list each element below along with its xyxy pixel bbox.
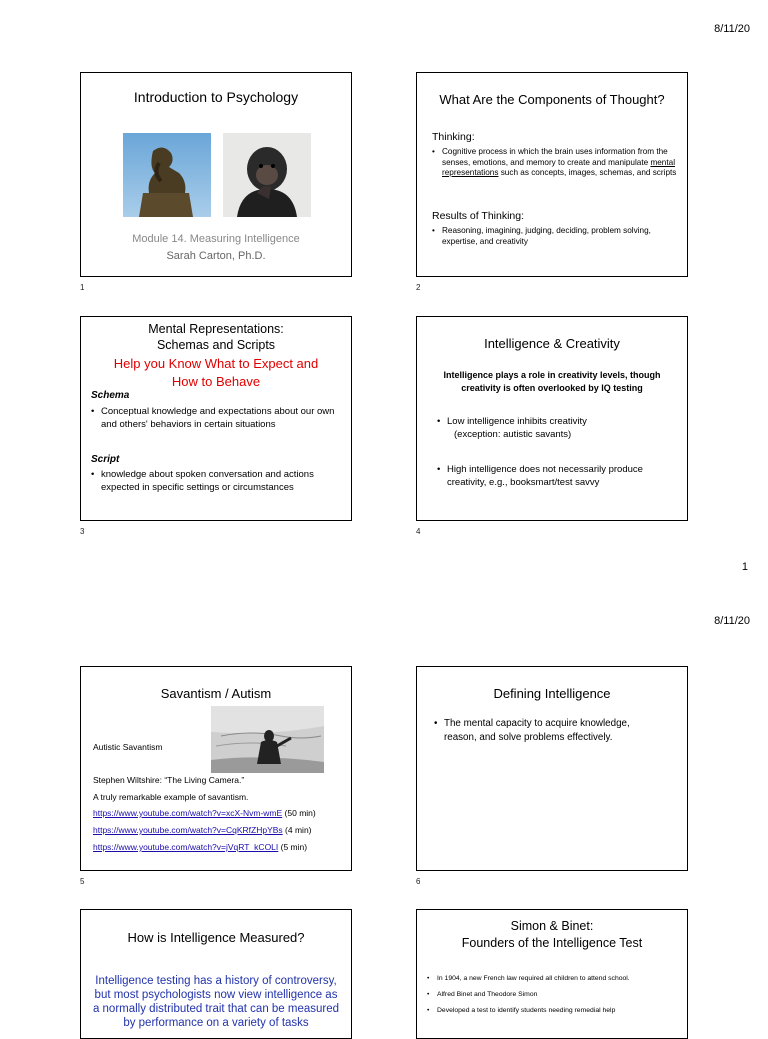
video-link-row: https://www.youtube.com/watch?v=xcX-Nvm-wmE (50 min) <box>93 808 316 818</box>
slide-title: How is Intelligence Measured? <box>127 930 305 945</box>
slide-4 <box>416 316 688 521</box>
bullet-list <box>434 717 677 744</box>
thinker-statue-photo <box>123 133 211 217</box>
slide-title: Introduction to Psychology <box>133 89 299 105</box>
slide-6 <box>416 666 688 871</box>
slide-title: What Are the Components of Thought? <box>439 92 665 107</box>
list-item: • Developed a test to identify students needing remedial help <box>427 1007 681 1015</box>
video-link-3[interactable]: https://www.youtube.com/watch?v=jVqRT_kCOLI <box>93 842 279 852</box>
slide-body-text: Intelligence testing has a history of controversy, but most psychologists now view intelligence as a normally distributed trait that can be measured by performance on a variety of tasks <box>92 975 340 1029</box>
slide-2 <box>416 72 688 277</box>
list-item: • High intelligence does not necessarily produce creativity, e.g., booksmart/test savvy <box>437 463 677 489</box>
list-item: • knowledge about spoken conversation and actions expected in specific settings or circumstances <box>91 469 339 494</box>
slide-3 <box>80 316 352 521</box>
artist-drawing-photo <box>211 706 324 773</box>
slide-number: 1 <box>80 283 85 292</box>
bullet-list <box>437 415 677 441</box>
list-item: • Reasoning, imagining, judging, deciding, problem solving, expertise, and creativity <box>432 226 677 247</box>
list-item: • Cognitive process in which the brain uses information from the senses, emotions, and memory to create and manipulate mental representations such as concepts, images, schemas, and scripts <box>432 147 677 179</box>
slide-5 <box>80 666 352 871</box>
bullet-list <box>432 147 677 179</box>
label-autistic-savantism: Autistic Savantism <box>93 742 163 752</box>
list-item: • The mental capacity to acquire knowledge, reason, and solve problems effectively. <box>434 717 677 744</box>
chimpanzee-photo <box>223 133 311 217</box>
bullet-list <box>91 469 339 494</box>
video-link-1[interactable]: https://www.youtube.com/watch?v=xcX-Nvm-wmE <box>93 808 283 818</box>
page-date: 8/11/20 <box>714 23 750 35</box>
slide-title: Simon & Binet: Founders of the Intelligence Test <box>461 919 643 950</box>
bullet-list <box>427 975 681 1015</box>
text-line: A truly remarkable example of savantism. <box>93 792 249 802</box>
heading-results: Results of Thinking: <box>432 210 525 222</box>
slide-subtitle: Module 14. Measuring Intelligence <box>132 233 300 245</box>
slide-number: 5 <box>80 877 85 886</box>
slide-title: Intelligence & Creativity <box>484 336 620 351</box>
list-item: • Alfred Binet and Theodore Simon <box>427 991 681 999</box>
bullet-list <box>432 226 677 247</box>
list-item: • In 1904, a new French law required all children to attend school. <box>427 975 681 983</box>
bullet-list <box>437 463 677 489</box>
heading-thinking: Thinking: <box>432 131 475 143</box>
list-item: • Low intelligence inhibits creativity (exception: autistic savants) <box>437 415 677 441</box>
slide-author: Sarah Carton, Ph.D. <box>166 250 266 262</box>
slide-title: Defining Intelligence <box>493 686 611 701</box>
slide-title: Savantism / Autism <box>160 686 272 701</box>
video-link-2[interactable]: https://www.youtube.com/watch?v=CqKRfZHpYBs <box>93 825 283 835</box>
bullet-list <box>91 406 339 431</box>
page-date: 8/11/20 <box>714 615 750 627</box>
slide-8 <box>416 909 688 1039</box>
slide-subtitle: Help you Know What to Expect and How to Behave <box>113 356 319 389</box>
video-link-row: https://www.youtube.com/watch?v=CqKRfZHpYBs (4 min) <box>93 825 312 835</box>
slide-number: 3 <box>80 527 85 536</box>
heading-schema: Schema <box>91 390 130 401</box>
slide-number: 6 <box>416 877 421 886</box>
slide-7 <box>80 909 352 1039</box>
page-number: 1 <box>741 561 748 573</box>
slide-title: Mental Representations: Schemas and Scripts <box>148 322 284 352</box>
text-line: Stephen Wiltshire: “The Living Camera.” <box>93 775 245 785</box>
key-statement: Intelligence plays a role in creativity levels, though creativity is often overlooked by IQ testing <box>443 370 661 393</box>
heading-script: Script <box>91 454 120 465</box>
list-item: • Conceptual knowledge and expectations about our own and others' behaviors in certain situations <box>91 406 339 431</box>
video-link-row: https://www.youtube.com/watch?v=jVqRT_kCOLI (5 min) <box>93 842 308 852</box>
slide-1 <box>80 72 352 277</box>
slide-number: 2 <box>416 283 421 292</box>
underlined-term: mental representations <box>442 157 676 177</box>
slide-number: 4 <box>416 527 421 536</box>
